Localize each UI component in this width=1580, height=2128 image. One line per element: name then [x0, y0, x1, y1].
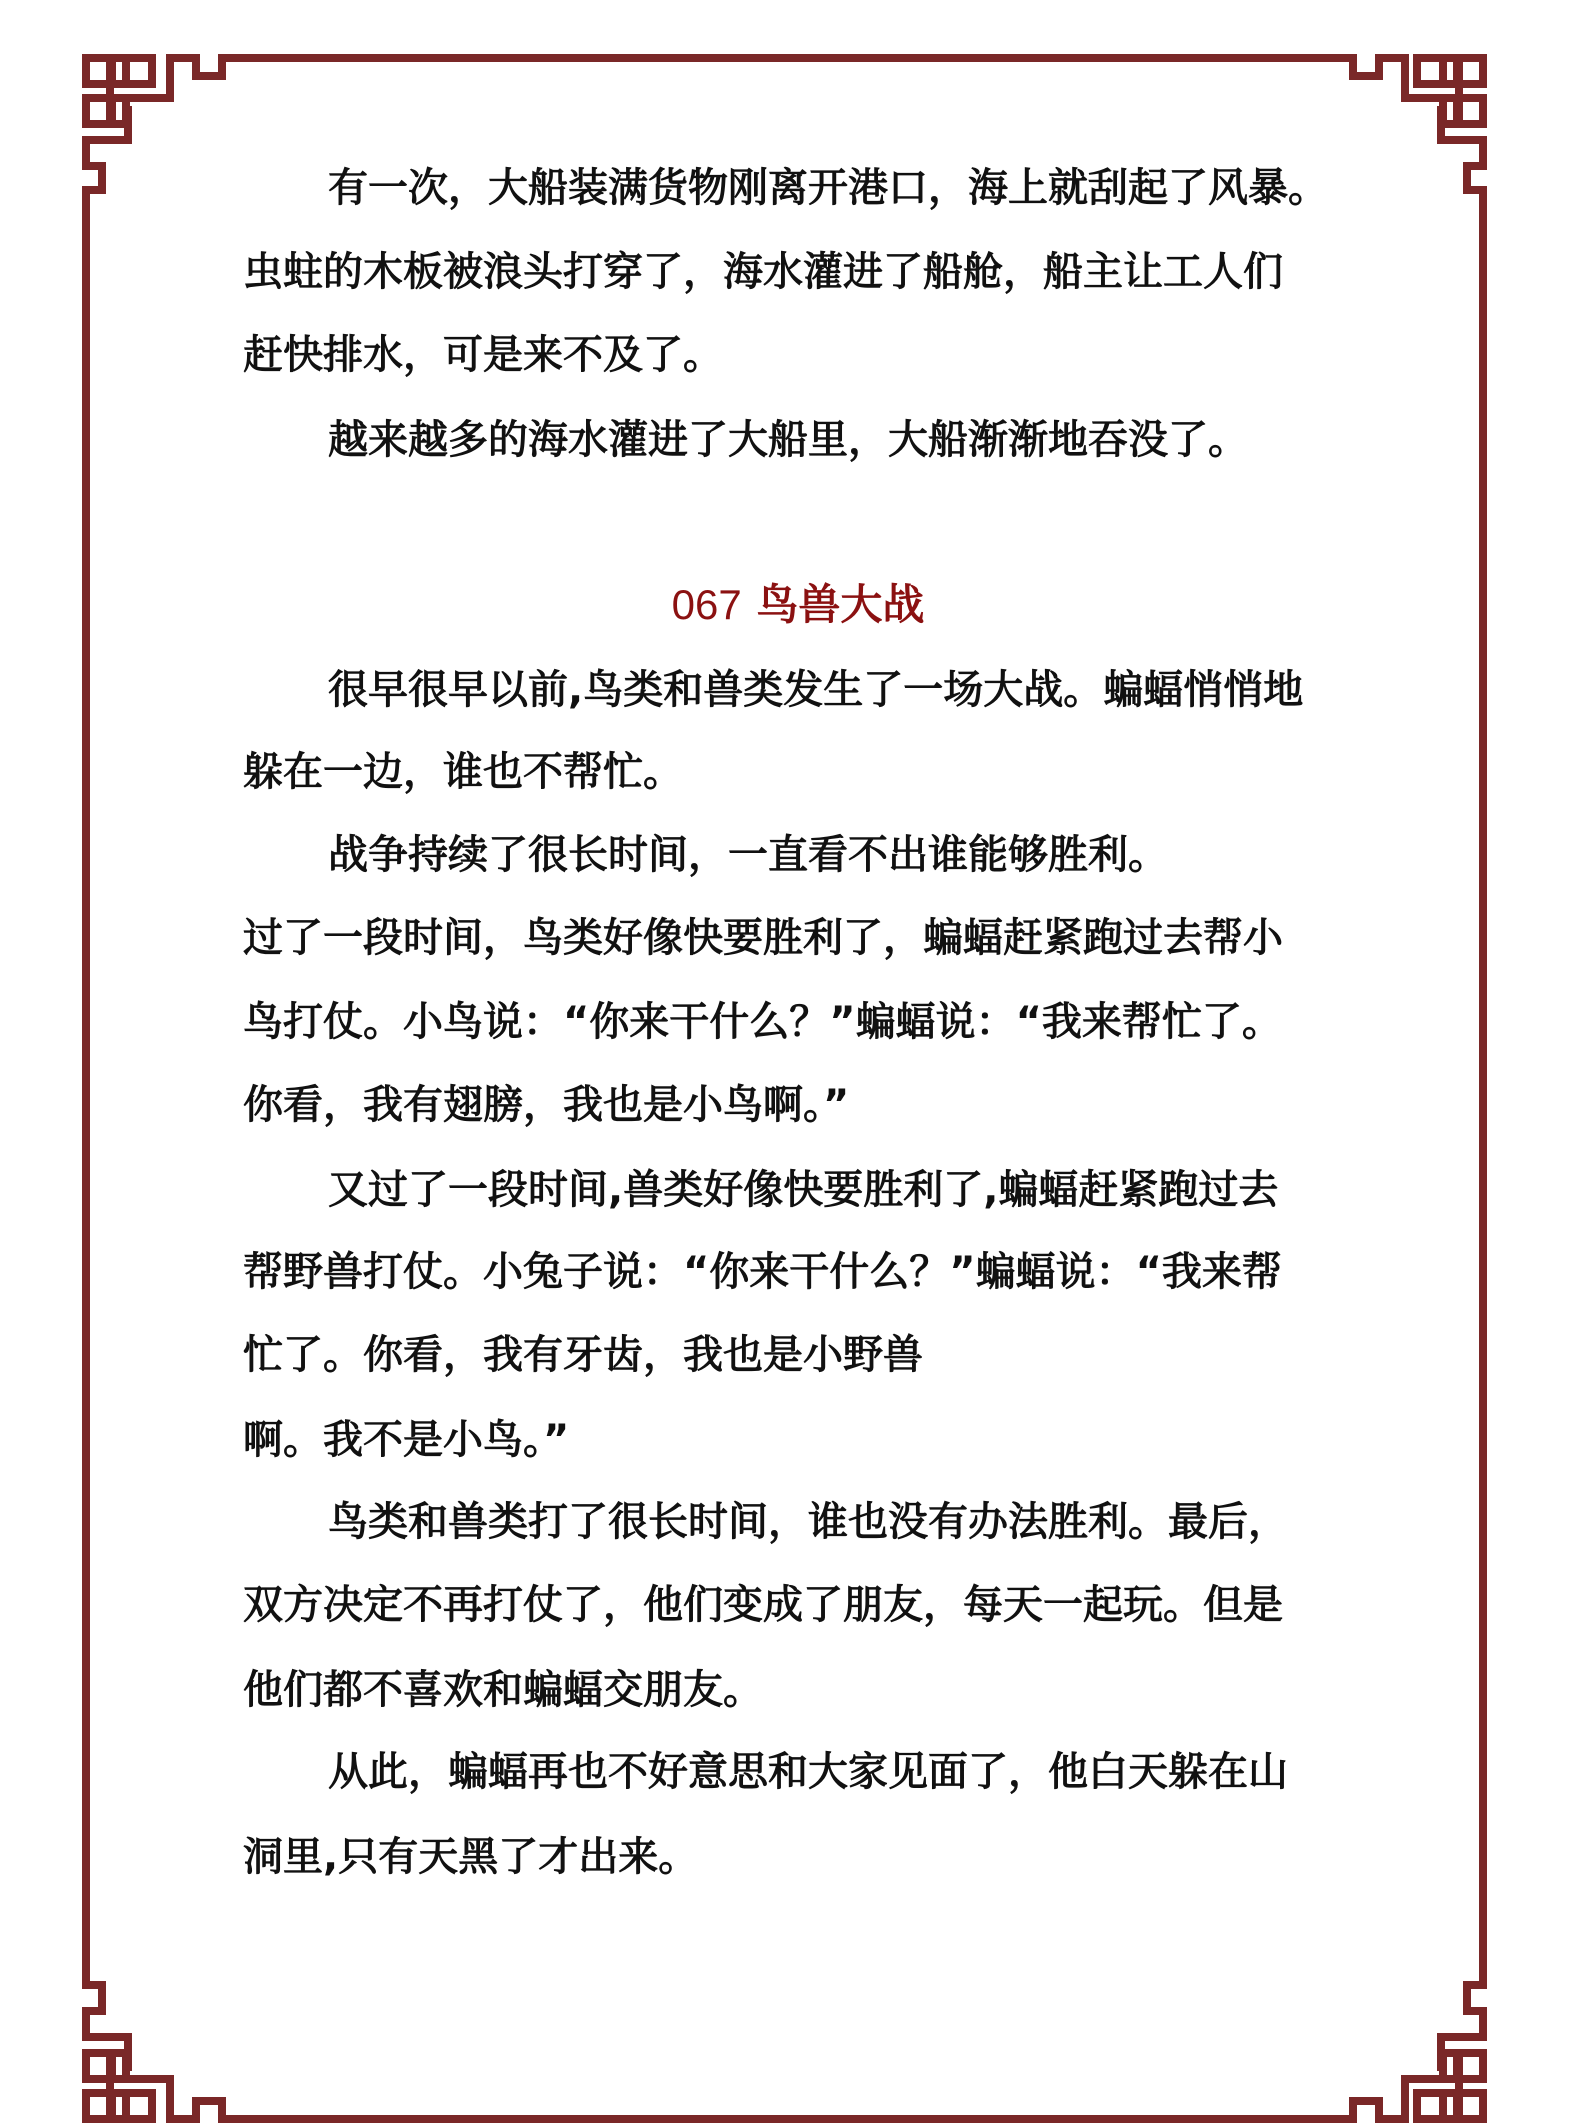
- corner-ornament-top-right: [1353, 58, 1483, 190]
- paragraph-line: 他们都不喜欢和蝙蝠交朋友。: [243, 1667, 763, 1713]
- paragraph-line: 鸟类和兽类打了很长时间，谁也没有办法胜利。最后，: [328, 1499, 1288, 1545]
- paragraph-line: 从此，蝙蝠再也不好意思和大家见面了，他白天躲在山: [328, 1749, 1288, 1795]
- paragraph-line: 忙了。你看，我有牙齿，我也是小野兽: [243, 1332, 923, 1378]
- paragraph-line: 很早很早以前,鸟类和兽类发生了一场大战。蝙蝠悄悄地: [328, 667, 1304, 713]
- story-title-text: 鸟兽大战: [756, 580, 925, 629]
- paragraph-line: 又过了一段时间,兽类好像快要胜利了,蝙蝠赶紧跑过去: [328, 1167, 1279, 1213]
- paragraph-line: 躲在一边，谁也不帮忙。: [243, 749, 683, 795]
- paragraph-line: 过了一段时间，鸟类好像快要胜利了，蝙蝠赶紧跑过去帮小: [243, 915, 1283, 961]
- paragraph-line: 赶快排水，可是来不及了。: [243, 332, 723, 378]
- paragraph-line: 双方决定不再打仗了，他们变成了朋友，每天一起玩。但是: [243, 1582, 1283, 1628]
- story-number: 067: [671, 581, 742, 628]
- paragraph-line: 你看，我有翅膀，我也是小鸟啊。”: [243, 1082, 850, 1128]
- paragraph-line: 虫蛀的木板被浪头打穿了，海水灌进了船舱，船主让工人们: [243, 249, 1283, 295]
- paragraph-line: 战争持续了很长时间，一直看不出谁能够胜利。: [328, 832, 1168, 878]
- paragraph-line: 啊。我不是小鸟。”: [243, 1417, 570, 1463]
- paragraph-line: 越来越多的海水灌进了大船里，大船渐渐地吞没了。: [328, 417, 1248, 463]
- corner-ornament-bottom-left: [86, 1985, 222, 2119]
- paragraph-line: 鸟打仗。小鸟说：“你来干什么？”蝙蝠说：“我来帮忙了。: [243, 999, 1282, 1045]
- paragraph-line: 洞里,只有天黑了才出来。: [243, 1834, 699, 1880]
- paragraph-line: 有一次，大船装满货物刚离开港口，海上就刮起了风暴。: [328, 165, 1328, 211]
- corner-ornament-bottom-right: [1353, 1985, 1483, 2119]
- paragraph-line: 帮野兽打仗。小兔子说：“你来干什么？”蝙蝠说：“我来帮: [243, 1249, 1282, 1295]
- story-title: [243, 579, 1353, 631]
- corner-ornament-top-left: [86, 58, 222, 190]
